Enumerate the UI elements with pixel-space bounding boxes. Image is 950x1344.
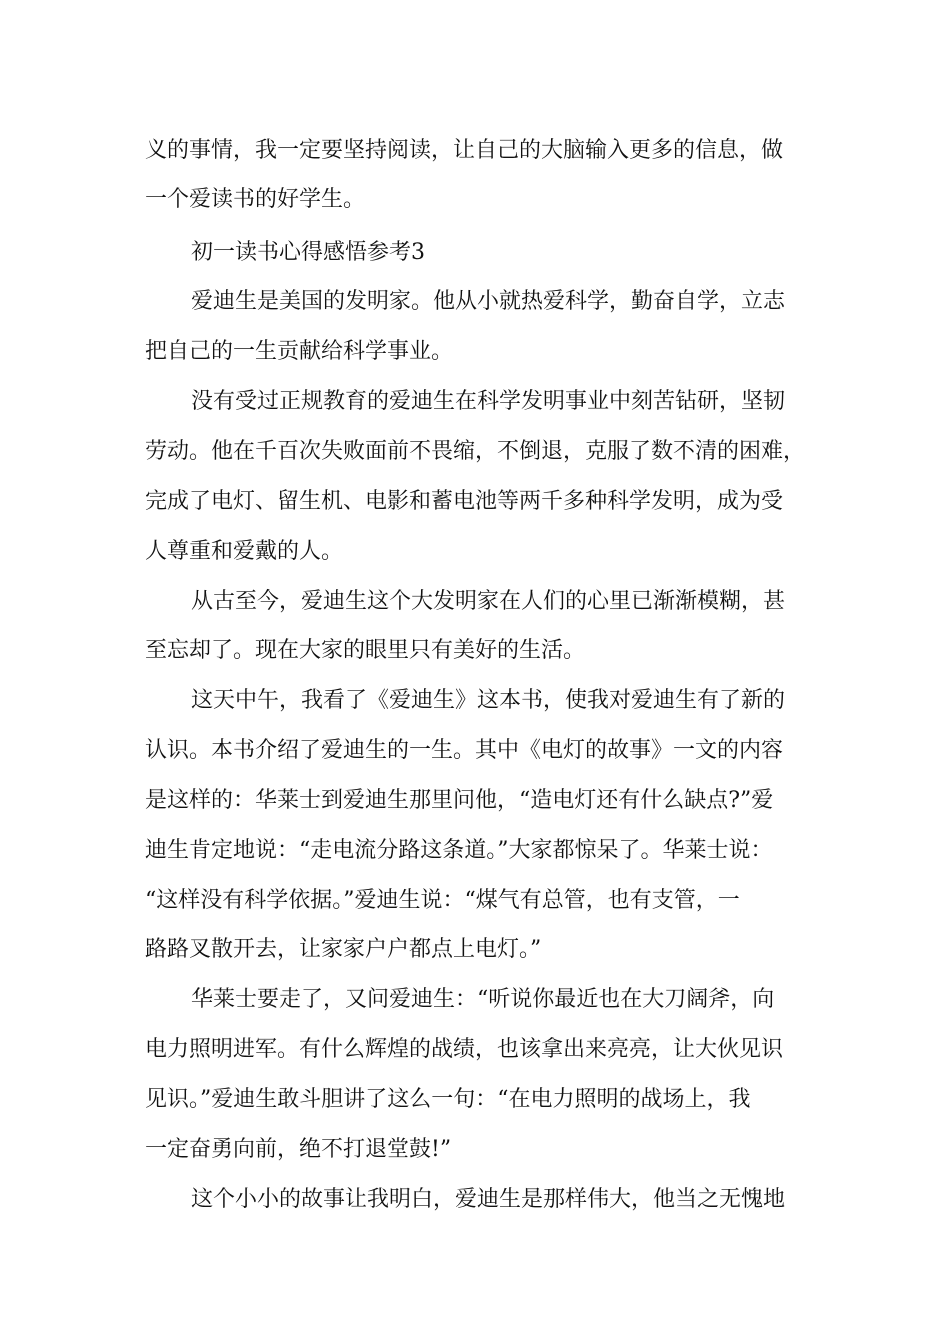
text-line: 至忘却了。现在大家的眼里只有美好的生活。: [145, 638, 586, 663]
text-line: 没有受过正规教育的爱迪生在科学发明事业中刻苦钻研，坚韧: [191, 389, 786, 414]
text-line: 是这样的：华莱士到爱迪生那里问他，“造电灯还有什么缺点?”爱: [145, 788, 774, 813]
text-line: 这个小小的故事让我明白，爱迪生是那样伟大，他当之无愧地: [191, 1187, 786, 1212]
text-line: 完成了电灯、留生机、电影和蓄电池等两千多种科学发明，成为受: [145, 489, 784, 514]
text-line: 爱迪生是美国的发明家。他从小就热爱科学，勤奋自学，立志: [191, 289, 786, 314]
text-line: 劳动。他在千百次失败面前不畏缩，不倒退，克服了数不清的困难，: [145, 439, 806, 464]
section-heading: 初一读书心得感悟参考3: [191, 240, 425, 265]
text-line: 义的事情，我一定要坚持阅读，让自己的大脑输入更多的信息，做: [145, 138, 784, 163]
text-line: 迪生肯定地说：“走电流分路这条道。”大家都惊呆了。华莱士说：: [145, 838, 773, 863]
text-line: 这天中午，我看了《爱迪生》这本书，使我对爱迪生有了新的: [191, 688, 786, 713]
text-line: 华莱士要走了，又问爱迪生：“听说你最近也在大刀阔斧，向: [191, 987, 775, 1012]
text-line: 一个爱读书的好学生。: [145, 187, 366, 212]
text-line: 认识。本书介绍了爱迪生的一生。其中《电灯的故事》一文的内容: [145, 738, 784, 763]
text-line: 电力照明进军。有什么辉煌的战绩，也该拿出来亮亮，让大伙见识: [145, 1037, 784, 1062]
text-line: 从古至今，爱迪生这个大发明家在人们的心里已渐渐模糊，甚: [191, 589, 786, 614]
text-line: 路路叉散开去，让家家户户都点上电灯。”: [145, 937, 542, 962]
text-line: 把自己的一生贡献给科学事业。: [145, 339, 454, 364]
text-line: 见识。”爱迪生敢斗胆讲了这么一句：“在电力照明的战场上，我: [145, 1087, 751, 1112]
text-line: “这样没有科学依据。”爱迪生说：“煤气有总管，也有支管，一: [145, 888, 740, 913]
text-line: 人尊重和爱戴的人。: [145, 539, 344, 564]
text-line: 一定奋勇向前，绝不打退堂鼓!”: [145, 1137, 452, 1162]
